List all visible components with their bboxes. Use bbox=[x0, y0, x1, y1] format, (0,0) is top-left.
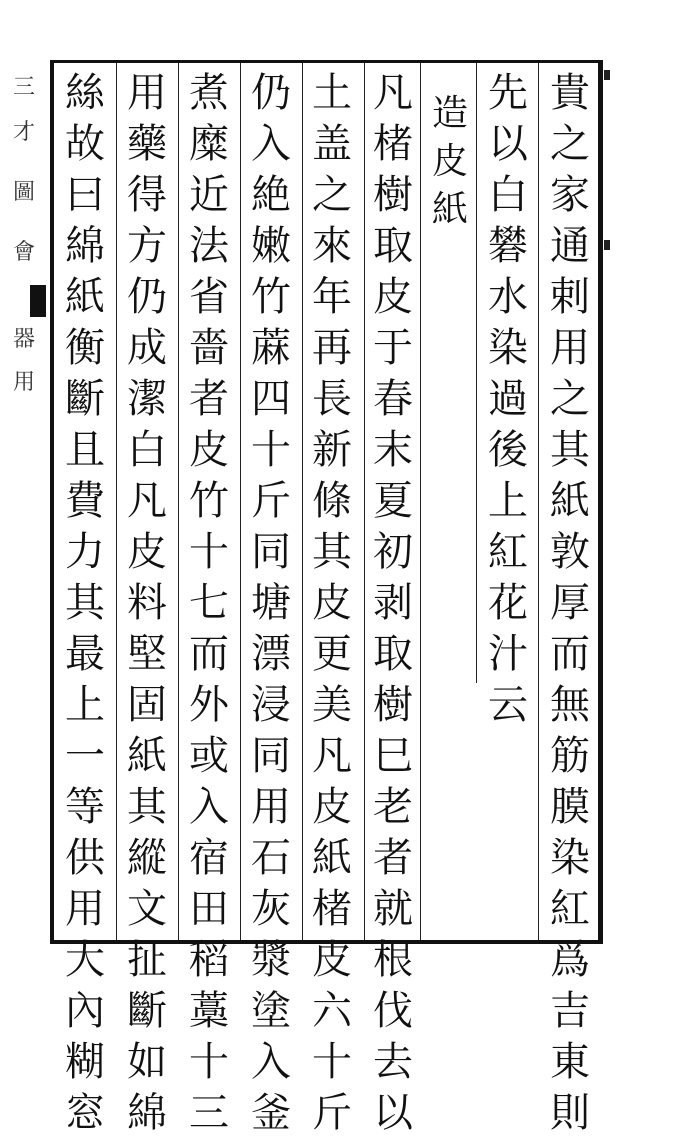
column-char: 楮 bbox=[312, 886, 352, 932]
column-char: 方 bbox=[127, 223, 167, 269]
column-char: 如 bbox=[127, 1039, 167, 1085]
column-char: 釜 bbox=[251, 1090, 291, 1136]
column-char: 染 bbox=[488, 325, 528, 371]
column-char: 于 bbox=[373, 325, 413, 371]
text-column-5 bbox=[303, 68, 361, 1139]
column-char: 縱 bbox=[127, 835, 167, 881]
column-char: 一 bbox=[65, 733, 105, 779]
column-char: 就 bbox=[373, 886, 413, 932]
column-char: 蔴 bbox=[251, 325, 291, 371]
column-char: 斤 bbox=[312, 1090, 352, 1136]
left-gutter bbox=[0, 60, 50, 944]
column-char: 皮 bbox=[312, 580, 352, 626]
column-char: 後 bbox=[488, 427, 528, 473]
column-char: 潔 bbox=[127, 376, 167, 422]
column-char: 仍 bbox=[251, 70, 291, 116]
column-char: 貴 bbox=[550, 70, 590, 116]
column-char: 以 bbox=[488, 121, 528, 167]
column-char: 土 bbox=[312, 70, 352, 116]
column-char: 云 bbox=[488, 682, 528, 728]
column-char: 敦 bbox=[550, 529, 590, 575]
column-char: 剌 bbox=[550, 274, 590, 320]
column-char: 或 bbox=[189, 733, 229, 779]
column-char: 紙 bbox=[312, 835, 352, 881]
column-char: 堅 bbox=[127, 631, 167, 677]
column-char: 老 bbox=[373, 784, 413, 830]
column-char: 白 bbox=[488, 172, 528, 218]
column-char: 浸 bbox=[251, 682, 291, 728]
column-char: 樹 bbox=[373, 172, 413, 218]
column-char: 取 bbox=[373, 631, 413, 677]
page-border-left bbox=[50, 60, 54, 944]
column-char: 凡 bbox=[312, 733, 352, 779]
column-char: 之 bbox=[312, 172, 352, 218]
column-char: 之 bbox=[550, 376, 590, 422]
column-char: 六 bbox=[312, 988, 352, 1034]
column-rule bbox=[538, 63, 539, 940]
column-char: 近 bbox=[189, 172, 229, 218]
column-char: 造 bbox=[431, 93, 468, 134]
column-char: 紙 bbox=[550, 478, 590, 524]
column-char: 剥 bbox=[373, 580, 413, 626]
column-char: 最 bbox=[65, 631, 105, 677]
column-char: 省 bbox=[189, 274, 229, 320]
column-char: 白 bbox=[127, 427, 167, 473]
column-char: 斤 bbox=[251, 478, 291, 524]
column-char: 其 bbox=[312, 529, 352, 575]
column-char: 固 bbox=[127, 682, 167, 728]
column-char: 其 bbox=[127, 784, 167, 830]
column-char: 紅 bbox=[488, 529, 528, 575]
column-char: 塗 bbox=[251, 988, 291, 1034]
column-char: 絶 bbox=[251, 172, 291, 218]
column-char: 用 bbox=[65, 886, 105, 932]
margin-char-4: 會 bbox=[12, 240, 35, 265]
column-char: 竹 bbox=[251, 274, 291, 320]
column-char: 皮 bbox=[312, 784, 352, 830]
column-char: 綿 bbox=[65, 223, 105, 269]
column-char: 夏 bbox=[373, 478, 413, 524]
column-char: 爲 bbox=[550, 937, 590, 983]
column-char: 曰 bbox=[65, 172, 105, 218]
column-char: 長 bbox=[312, 376, 352, 422]
column-char: 樹 bbox=[373, 682, 413, 728]
column-char: 初 bbox=[373, 529, 413, 575]
column-rule bbox=[240, 63, 241, 940]
column-char: 東 bbox=[550, 1039, 590, 1085]
column-char: 四 bbox=[251, 376, 291, 422]
text-column-8 bbox=[118, 68, 176, 1139]
column-char: 膜 bbox=[550, 784, 590, 830]
column-char: 故 bbox=[65, 121, 105, 167]
column-char: 去 bbox=[373, 1039, 413, 1085]
column-rule bbox=[116, 63, 117, 940]
column-char: 根 bbox=[373, 937, 413, 983]
column-char: 條 bbox=[312, 478, 352, 524]
column-char: 煮 bbox=[189, 70, 229, 116]
column-char: 料 bbox=[127, 580, 167, 626]
column-char: 過 bbox=[488, 376, 528, 422]
column-char: 來 bbox=[312, 223, 352, 269]
column-char: 厚 bbox=[550, 580, 590, 626]
column-char: 用 bbox=[127, 70, 167, 116]
column-char: 則 bbox=[550, 1090, 590, 1136]
text-column-7 bbox=[180, 68, 238, 1139]
column-char: 上 bbox=[488, 478, 528, 524]
column-char: 糊 bbox=[65, 1039, 105, 1085]
column-char: 而 bbox=[550, 631, 590, 677]
column-char: 外 bbox=[189, 682, 229, 728]
edge-mark bbox=[604, 240, 610, 250]
column-char: 塘 bbox=[251, 580, 291, 626]
column-char: 內 bbox=[65, 988, 105, 1034]
column-char: 三 bbox=[189, 1090, 229, 1136]
column-char: 灰 bbox=[251, 886, 291, 932]
column-char: 盖 bbox=[312, 121, 352, 167]
column-char: 汁 bbox=[488, 631, 528, 677]
column-char: 漂 bbox=[251, 631, 291, 677]
column-char: 同 bbox=[251, 529, 291, 575]
column-char: 末 bbox=[373, 427, 413, 473]
column-char: 更 bbox=[312, 631, 352, 677]
column-char: 者 bbox=[373, 835, 413, 881]
column-char: 衡 bbox=[65, 325, 105, 371]
column-char: 者 bbox=[189, 376, 229, 422]
column-char: 十 bbox=[312, 1039, 352, 1085]
column-char: 田 bbox=[189, 886, 229, 932]
margin-char-3: 圖 bbox=[12, 180, 35, 205]
column-char: 吉 bbox=[550, 988, 590, 1034]
column-char: 十 bbox=[189, 1039, 229, 1085]
column-char: 仍 bbox=[127, 274, 167, 320]
column-char: 嗇 bbox=[189, 325, 229, 371]
text-column-2 bbox=[479, 68, 537, 731]
margin-char-6: 用 bbox=[12, 370, 35, 395]
column-char: 用 bbox=[550, 325, 590, 371]
margin-fish-tail-mark bbox=[30, 285, 46, 317]
column-char: 紙 bbox=[431, 189, 468, 230]
column-char: 以 bbox=[373, 1090, 413, 1136]
column-char: 文 bbox=[127, 886, 167, 932]
column-char: 凡 bbox=[373, 70, 413, 116]
page-border-top bbox=[50, 60, 602, 63]
column-char: 同 bbox=[251, 733, 291, 779]
column-char: 漿 bbox=[251, 937, 291, 983]
column-char: 竹 bbox=[189, 478, 229, 524]
column-char: 通 bbox=[550, 223, 590, 269]
column-char: 嫩 bbox=[251, 223, 291, 269]
column-char: 成 bbox=[127, 325, 167, 371]
column-rule bbox=[178, 63, 179, 940]
column-char: 家 bbox=[550, 172, 590, 218]
column-char: 力 bbox=[65, 529, 105, 575]
margin-char-5: 器 bbox=[12, 327, 35, 352]
column-char: 供 bbox=[65, 835, 105, 881]
column-char: 藥 bbox=[127, 121, 167, 167]
text-column-1 bbox=[541, 68, 599, 1139]
column-char: 染 bbox=[550, 835, 590, 881]
column-char: 斷 bbox=[127, 988, 167, 1034]
column-char: 紙 bbox=[127, 733, 167, 779]
column-char: 之 bbox=[550, 121, 590, 167]
column-char: 得 bbox=[127, 172, 167, 218]
column-char: 凡 bbox=[127, 478, 167, 524]
column-char: 扯 bbox=[127, 937, 167, 983]
margin-char-2: 才 bbox=[12, 120, 35, 145]
margin-char-1: 三 bbox=[12, 75, 35, 100]
column-char: 再 bbox=[312, 325, 352, 371]
column-char: 取 bbox=[373, 223, 413, 269]
column-char: 石 bbox=[251, 835, 291, 881]
column-char: 伐 bbox=[373, 988, 413, 1034]
column-char: 其 bbox=[65, 580, 105, 626]
text-column-6 bbox=[242, 68, 300, 1139]
text-column-9 bbox=[56, 68, 114, 1139]
column-char: 絲 bbox=[65, 70, 105, 116]
column-char: 稻 bbox=[189, 937, 229, 983]
column-char: 無 bbox=[550, 682, 590, 728]
column-char: 新 bbox=[312, 427, 352, 473]
column-char: 皮 bbox=[189, 427, 229, 473]
column-char: 筋 bbox=[550, 733, 590, 779]
column-char: 楮 bbox=[373, 121, 413, 167]
column-char: 皮 bbox=[127, 529, 167, 575]
column-char: 法 bbox=[189, 223, 229, 269]
column-char: 其 bbox=[550, 427, 590, 473]
column-char: 入 bbox=[251, 121, 291, 167]
column-char: 入 bbox=[189, 784, 229, 830]
column-char: 紙 bbox=[65, 274, 105, 320]
column-char: 入 bbox=[251, 1039, 291, 1085]
column-char: 美 bbox=[312, 682, 352, 728]
column-char: 花 bbox=[488, 580, 528, 626]
section-heading-column bbox=[421, 90, 479, 234]
column-char: 斷 bbox=[65, 376, 105, 422]
column-char: 皮 bbox=[312, 937, 352, 983]
column-char: 等 bbox=[65, 784, 105, 830]
column-char: 水 bbox=[488, 274, 528, 320]
edge-mark bbox=[604, 70, 610, 80]
column-char: 綿 bbox=[127, 1090, 167, 1136]
column-char: 七 bbox=[189, 580, 229, 626]
column-char: 巳 bbox=[373, 733, 413, 779]
column-char: 皮 bbox=[373, 274, 413, 320]
column-char: 年 bbox=[312, 274, 352, 320]
column-char: 紅 bbox=[550, 886, 590, 932]
column-char: 十 bbox=[251, 427, 291, 473]
text-column-4 bbox=[364, 68, 422, 1139]
column-char: 礬 bbox=[488, 223, 528, 269]
column-char: 大 bbox=[65, 937, 105, 983]
column-char: 費 bbox=[65, 478, 105, 524]
column-char: 窓 bbox=[65, 1090, 105, 1136]
column-char: 且 bbox=[65, 427, 105, 473]
column-char: 糜 bbox=[189, 121, 229, 167]
column-char: 十 bbox=[189, 529, 229, 575]
column-char: 上 bbox=[65, 682, 105, 728]
column-char: 宿 bbox=[189, 835, 229, 881]
column-char: 用 bbox=[251, 784, 291, 830]
column-char: 藁 bbox=[189, 988, 229, 1034]
column-char: 而 bbox=[189, 631, 229, 677]
column-char: 先 bbox=[488, 70, 528, 116]
column-char: 皮 bbox=[431, 141, 468, 182]
column-char: 春 bbox=[373, 376, 413, 422]
